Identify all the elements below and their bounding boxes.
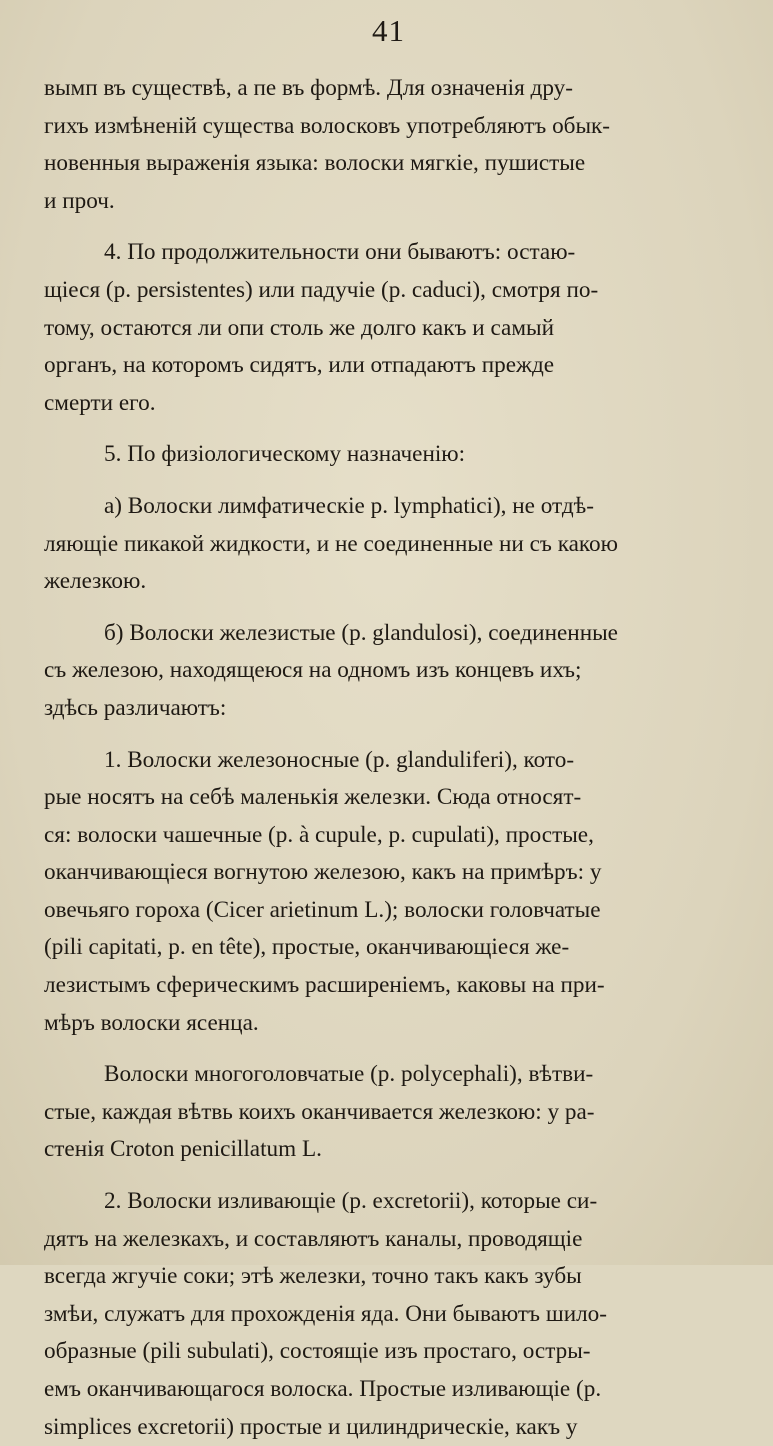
text-line: железкою. <box>44 568 147 595</box>
text-line: смерти его. <box>44 389 156 416</box>
text-line: змѣи, служатъ для прохожденія яда. Они бываютъ шило- <box>44 1300 607 1327</box>
text-line: лезистымъ сферическимъ расширеніемъ, каковы на при- <box>44 972 605 999</box>
text-line: здѣсь различаютъ: <box>44 694 227 721</box>
text-line: органъ, на которомъ сидятъ, или отпадаютъ прежде <box>44 352 555 379</box>
text-line: образные (pili subulati), состоящіе изъ простаго, остры- <box>44 1338 591 1365</box>
text-line: 4. По продолжительности они бываютъ: остаю- <box>104 239 576 266</box>
paragraph <box>44 234 733 422</box>
text-line: вымп въ существѣ, а пе въ формѣ. Для означенія дру- <box>44 75 573 101</box>
text-line: мѣръ волоски ясенца. <box>44 1009 259 1036</box>
text-line: стые, каждая вѣтвь коихъ оканчивается железкою: у ра- <box>44 1098 595 1125</box>
text-line: новенныя выраженія языка: волоски мягкіе, пушистые <box>44 150 586 177</box>
text-line: 5. По физіологическому назначенію: <box>104 441 466 468</box>
text-line: (pili capitati, р. en tête), простые, оканчивающіеся же- <box>44 934 570 961</box>
text-line: ся: волоски чашечные (р. à cupule, р. cupulati), простые, <box>44 821 594 848</box>
paragraph <box>44 1056 733 1169</box>
page-number: 41 <box>372 13 405 48</box>
text-line: оканчивающіеся вогнутою железою, какъ на примѣръ: у <box>44 859 602 886</box>
paragraph <box>44 70 733 220</box>
text-line: 2. Волоски изливающіе (р. excretorii), которые си- <box>104 1188 598 1215</box>
text-line: гихъ измѣненій существа волосковъ употребляютъ обык- <box>44 112 611 139</box>
text-line: ляющіе пикакой жидкости, и не соединенные ни съ какою <box>44 530 618 557</box>
text-line: овечьяго гороха (Cicer arietinum L.); волоски головчатые <box>44 896 601 923</box>
text-line: и проч. <box>44 187 115 214</box>
text-line: всегда жгучіе соки; этѣ железки, точно такъ какъ зубы <box>44 1263 582 1290</box>
text-line: съ железою, находящеюся на одномъ изъ концевъ ихъ; <box>44 657 582 684</box>
text-line: дятъ на железкахъ, и составляютъ каналы, проводящіе <box>44 1225 583 1252</box>
paragraph <box>44 742 733 1043</box>
paragraph <box>44 436 733 474</box>
paragraph <box>44 615 733 728</box>
text-line: стенія Croton penicillatum L. <box>44 1136 322 1163</box>
text-line: емъ оканчивающагося волоска. Простые изливающіе (р. <box>44 1376 602 1402</box>
text-line: Волоски многоголовчатые (р. polycephali), вѣтви- <box>104 1061 594 1088</box>
paragraph <box>44 1183 733 1446</box>
text-line: simplices excretorii) простые и цилиндрическіе, какъ у <box>44 1413 578 1440</box>
text-line: а) Волоски лимфатическіе р. lymphatici), не отдѣ- <box>104 492 594 519</box>
text-line: 1. Волоски железоносные (р. glanduliferi), кото- <box>104 746 575 773</box>
text-line: б) Волоски железистые (р. glandulosi), соединенные <box>104 619 618 646</box>
text-line: тому, остаются ли опи столь же долго какъ и самый <box>44 314 554 341</box>
paragraph <box>44 488 733 601</box>
text-line: рые носятъ на себѣ маленькія железки. Сюда относят- <box>44 784 582 811</box>
text-line: щіеся (р. persistentes) или падучіе (р. caduci), смотря по- <box>44 276 599 303</box>
